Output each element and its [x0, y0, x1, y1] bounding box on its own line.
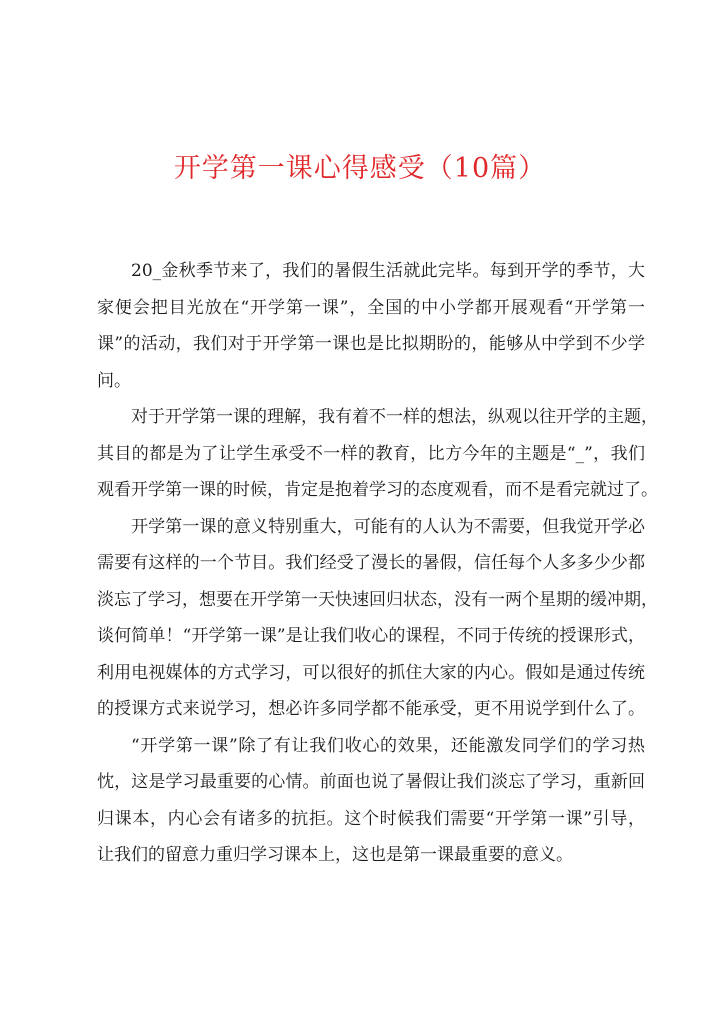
paragraph-1: [97, 253, 645, 399]
text-line: 的授课方式来说学习，想必许多同学都不能承受，更不用说学到什么了。: [97, 699, 645, 719]
text-line: “开学第一课”除了有让我们收心的效果，还能激发同学们的学习热: [131, 735, 645, 756]
text-line: 家便会把目光放在“开学第一课”，全国的中小学都开展观看“开学第一: [97, 297, 645, 318]
text-line: 让我们的留意力重归学习课本上，这也是第一课最重要的意义。: [97, 845, 573, 865]
text-line: 观看开学第一课的时候，肯定是抱着学习的态度观看，而不是看完就过了。: [97, 480, 658, 500]
paragraph-3: [97, 509, 658, 728]
text-line: 20_金秋季节来了，我们的暑假生活就此完毕。每到开学的季节，大: [131, 261, 645, 281]
document-body: [97, 253, 658, 874]
text-line: 利用电视媒体的方式学习，可以很好的抓住大家的内心。假如是通过传统: [97, 662, 645, 683]
paragraph-4: [97, 728, 645, 874]
text-line: 归课本，内心会有诸多的抗拒。这个时候我们需要“开学第一课”引导，: [97, 808, 645, 829]
text-line: 淡忘了学习，想要在开学第一天快速回归状态，没有一两个星期的缓冲期，: [97, 589, 658, 610]
text-line: 忱，这是学习最重要的心情。前面也说了暑假让我们淡忘了学习，重新回: [97, 772, 645, 792]
text-line: 问。: [97, 370, 131, 391]
document-title: 开学第一课心得感受（10篇）: [173, 153, 547, 184]
paragraph-2: [97, 399, 658, 509]
text-line: 需要有这样的一个节目。我们经受了漫长的暑假，信任每个人多多少少都: [97, 553, 645, 573]
text-line: 谈何简单！“开学第一课”是让我们收心的课程，不同于传统的授课形式，: [97, 626, 645, 646]
text-line: 课”的活动，我们对于开学第一课也是比拟期盼的，能够从中学到不少学: [97, 334, 645, 354]
text-line: 开学第一课的意义特别重大，可能有的人认为不需要，但我觉开学必: [131, 516, 645, 537]
text-line: 其目的都是为了让学生承受不一样的教育，比方今年的主题是“_”，我们: [97, 443, 645, 464]
text-line: 对于开学第一课的理解，我有着不一样的想法，纵观以往开学的主题，: [131, 407, 658, 427]
